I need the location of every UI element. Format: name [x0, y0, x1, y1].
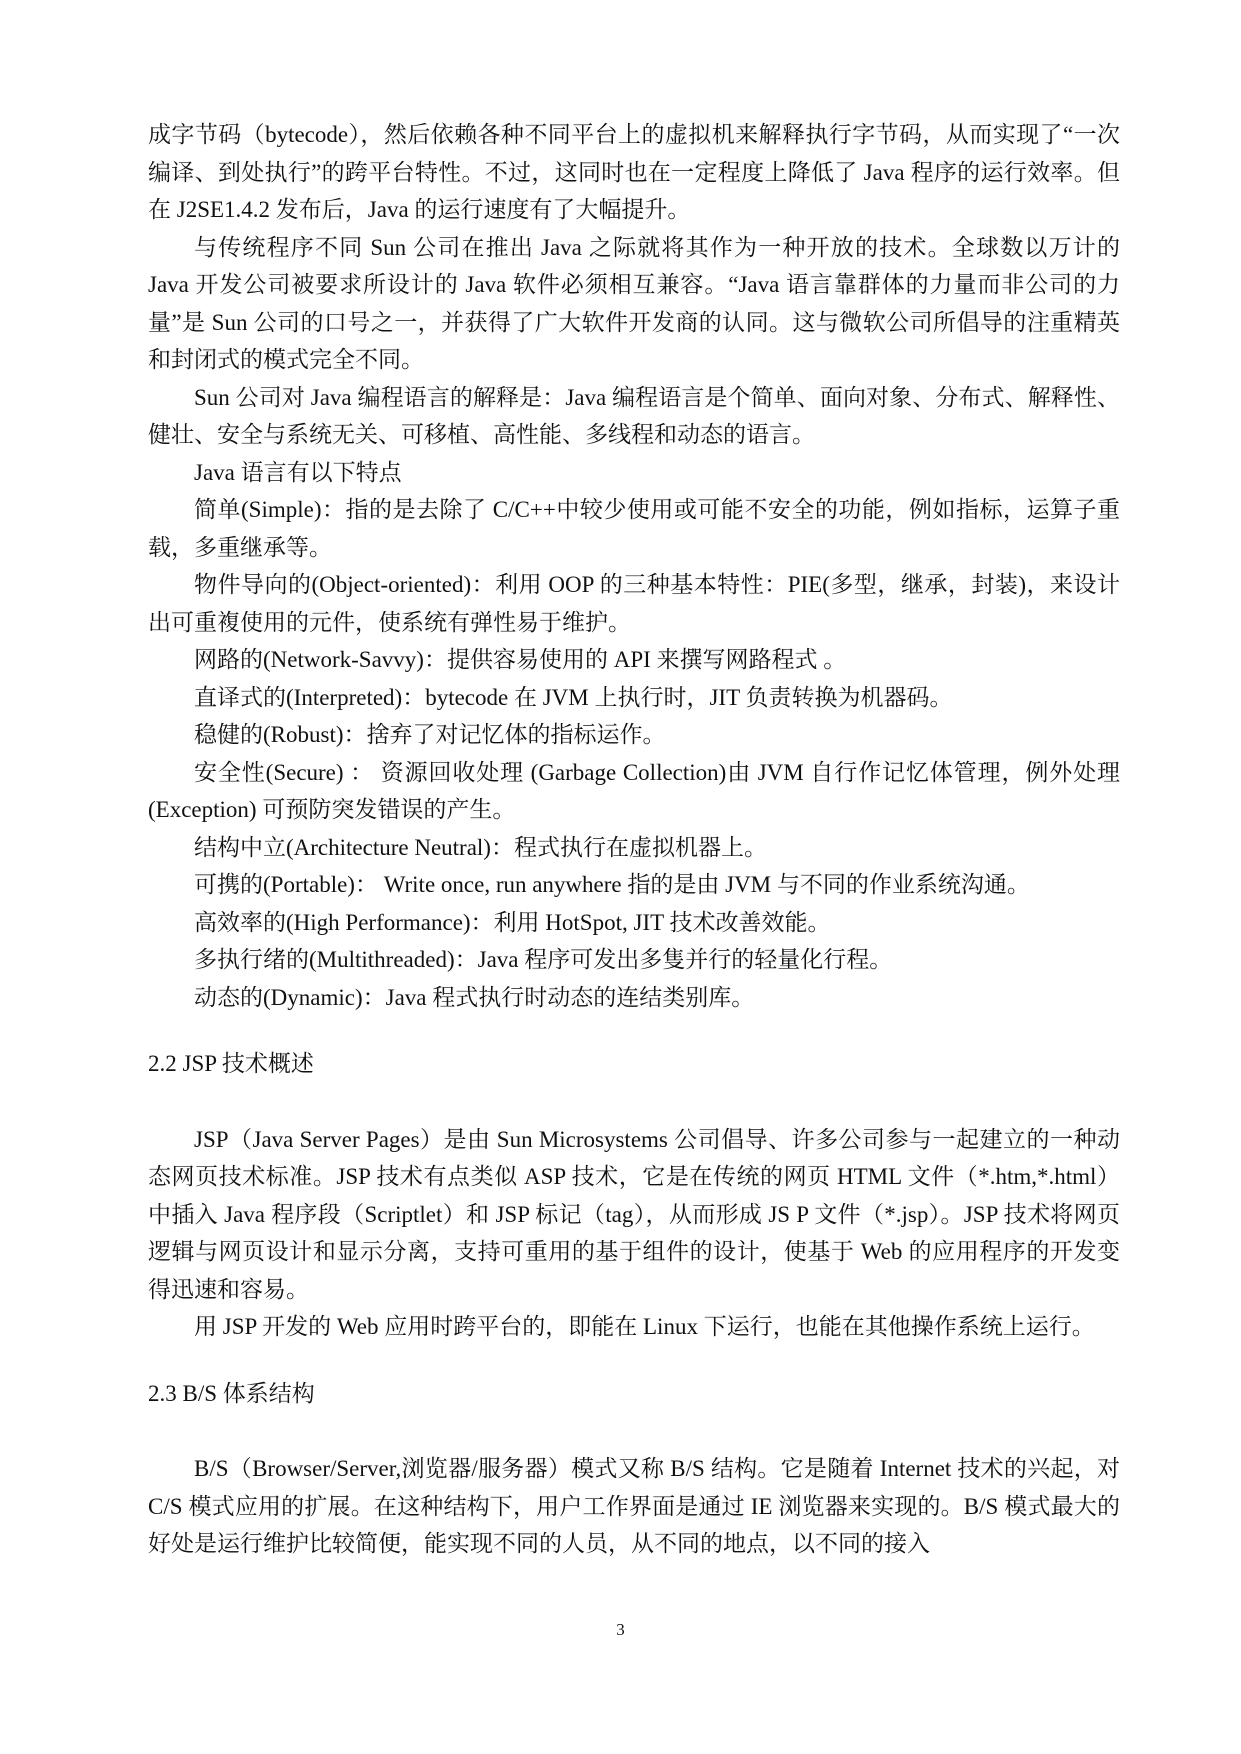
paragraph-bs-overview: B/S（Browser/Server,浏览器/服务器）模式又称 B/S 结构。它是随着 Internet 技术的兴起，对 C/S 模式应用的扩展。在这种结构下，用户工作界面是通过 IE 浏览器来实现的。B/S 模式最大的好处是运行维护比较简便，能实现不同的人员，从不同的地点，以不同的接入 — [148, 1456, 1120, 1556]
feature-network-savvy: 网路的(Network-Savvy)：提供容易使用的 API 来撰写网路程式 。 — [194, 647, 847, 672]
paragraph-jsp-overview: JSP（Java Server Pages）是由 Sun Microsystems 公司倡导、许多公司参与一起建立的一种动态网页技术标准。JSP 技术有点类似 ASP 技术，它是在传统的网页 HTML 文件（*.htm,*.html）中插入 Java 程序段（Scriptlet）和 JSP 标记（tag），从而形成 JS P 文件（*.jsp）。JSP 技术将网页逻辑与网页设计和显示分离，支持可重用的基于组件的设计，使基于 Web 的应用程序的开发变得迅速和容易。 — [148, 1126, 1120, 1302]
feature-object-oriented: 物件导向的(Object-oriented)：利用 OOP 的三种基本特性：PIE(多型，继承，封装)，来设计出可重複使用的元件，使系统有弹性易于维护。 — [148, 572, 1120, 635]
document-page — [148, 116, 1120, 1563]
feature-dynamic: 动态的(Dynamic)：Java 程式执行时动态的连结类别库。 — [194, 984, 755, 1010]
paragraph-features-intro: Java 语言有以下特点 — [194, 459, 402, 485]
paragraph-bytecode: 成字节码（bytecode），然后依赖各种不同平台上的虚拟机来解释执行字节码，从而实现了“一次编译、到处执行”的跨平台特性。不过，这同时也在一定程度上降低了 Java 程序的运行效率。但在 J2SE1.4.2 发布后，Java 的运行速度有了大幅提升。 — [148, 122, 1120, 222]
section-heading-bs: 2.3 B/S 体系结构 — [148, 1380, 315, 1406]
feature-secure: 安全性(Secure) ： 资源回收处理 (Garbage Collection)由 JVM 自行作记忆体管理，例外处理 (Exception) 可预防突发错误的产生。 — [148, 759, 1120, 822]
feature-high-performance: 高效率的(High Performance)：利用 HotSpot, JIT 技术改善效能。 — [194, 909, 831, 935]
paragraph-jsp-cross-platform: 用 JSP 开发的 Web 应用时跨平台的，即能在 Linux 下运行，也能在其他操作系统上运行。 — [194, 1314, 1095, 1339]
paragraph-java-definition: Sun 公司对 Java 编程语言的解释是：Java 编程语言是个简单、面向对象、分布式、解释性、健壮、安全与系统无关、可移植、高性能、多线程和动态的语言。 — [148, 384, 1120, 447]
feature-architecture-neutral: 结构中立(Architecture Neutral)：程式执行在虚拟机器上。 — [194, 834, 767, 860]
page-number: 3 — [616, 1620, 625, 1639]
feature-multithreaded: 多执行绪的(Multithreaded)：Java 程序可发出多隻并行的轻量化行程。 — [194, 947, 893, 972]
feature-portable: 可携的(Portable)： Write once, run anywhere 指的是由 JVM 与不同的作业系统沟通。 — [194, 872, 1030, 897]
feature-interpreted: 直译式的(Interpreted)：bytecode 在 JVM 上执行时，JIT 负责转换为机器码。 — [194, 684, 953, 710]
feature-simple: 简单(Simple)：指的是去除了 C/C++中较少使用或可能不安全的功能，例如指标，运算子重载，多重继承等。 — [148, 497, 1120, 560]
feature-robust: 稳健的(Robust)：捨弃了对记忆体的指标运作。 — [194, 722, 666, 747]
section-heading-jsp: 2.2 JSP 技术概述 — [148, 1051, 314, 1076]
paragraph-open-technology: 与传统程序不同 Sun 公司在推出 Java 之际就将其作为一种开放的技术。全球数以万计的 Java 开发公司被要求所设计的 Java 软件必须相互兼容。“Java 语言靠群体的力量而非公司的力量”是 Sun 公司的口号之一，并获得了广大软件开发商的认同。这与微软公司所倡导的注重精英和封闭式的模式完全不同。 — [148, 234, 1120, 372]
